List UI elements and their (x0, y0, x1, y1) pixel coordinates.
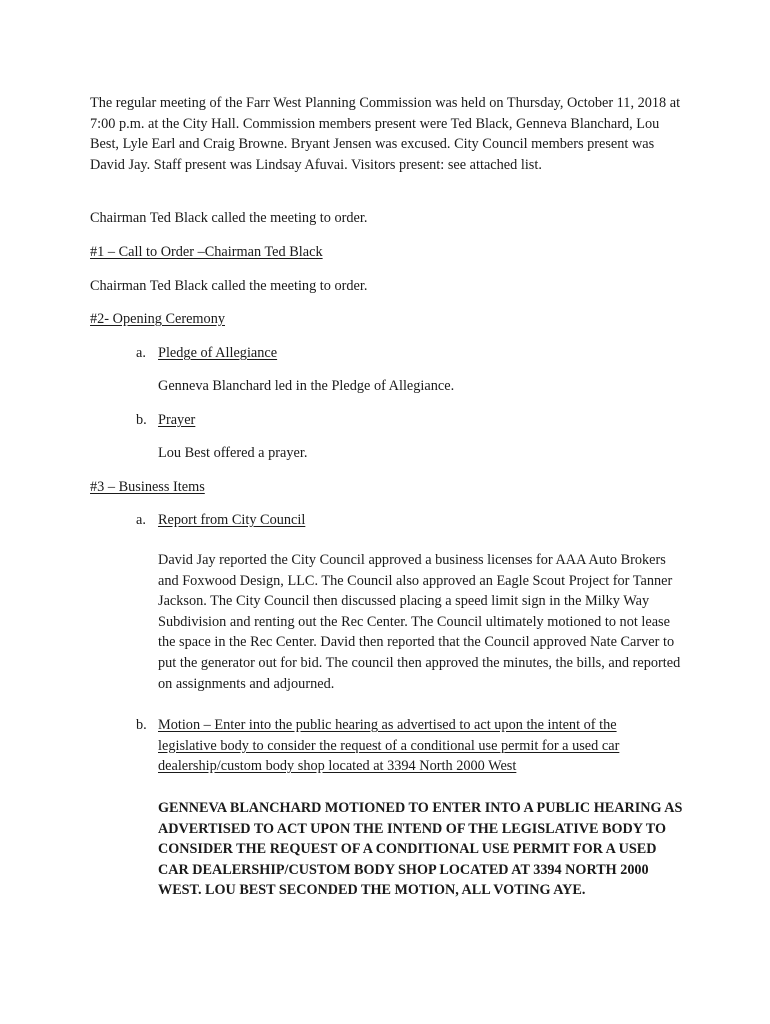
item3-b-marker: b. (136, 717, 147, 733)
intro-paragraph: The regular meeting of the Farr West Planning Commission was held on Thursday, October 11, 2018 at 7:00 p.m. at the City Hall. Commission members present were Ted Black, Genneva Blanchard, Lou Best, Lyle Earl and Craig Browne. Bryant Jensen was excused. City Council members present was David Jay. Staff present was Lindsay Afuvai. Visitors present: see attached list. (90, 95, 681, 173)
item3-b-motion: GENNEVA BLANCHARD MOTIONED TO ENTER INTO A PUBLIC HEARING AS ADVERTISED TO ACT UPON THE INTEND OF THE LEGISLATIVE BODY TO CONSIDER THE REQUEST OF A CONDITIONAL USE PERMIT FOR A USED CAR DEALERSHIP/CUSTOM BODY SHOP LOCATED AT 3394 NORTH 2000 WEST. LOU BEST SECONDED THE MOTION, ALL VOTING AYE. (158, 800, 683, 899)
item2-b-text: Lou Best offered a prayer. (158, 445, 308, 461)
item3-a-text: David Jay reported the City Council approved a business licenses for AAA Auto Brokers and Foxwood Design, LLC. The Council also approved an Eagle Scout Project for Tanner Jackson. The City Council then discussed placing a speed limit sign in the Milky Way Subdivision and renting out the Rec Center. The Council ultimately motioned to not lease the space in the Rec Center. David then reported that the Council approved Nate Carver to put the generator out for bid. The council then approved the minutes, the bills, and reported on assignments and adjourned. (158, 552, 681, 692)
item2-a-marker: a. (136, 345, 146, 361)
call-to-order-note: Chairman Ted Black called the meeting to order. (90, 210, 368, 226)
item2-a-text: Genneva Blanchard led in the Pledge of Allegiance. (158, 378, 455, 394)
item1-heading: #1 – Call to Order –Chairman Ted Black (90, 244, 323, 260)
item2-b-title: Prayer (158, 412, 196, 428)
item3-a-marker: a. (136, 512, 146, 528)
item2-heading: #2- Opening Ceremony (90, 311, 225, 327)
item2-a-title: Pledge of Allegiance (158, 345, 278, 361)
item3-heading: #3 – Business Items (90, 479, 205, 495)
item2-b-marker: b. (136, 412, 147, 428)
item3-b-title: Motion – Enter into the public hearing as advertised to act upon the intent of the legislative body to consider the request of a conditional use permit for a used car dealership/custom body shop located at 3394 North 2000 West (158, 717, 620, 775)
item3-a-title: Report from City Council (158, 512, 306, 528)
item1-text: Chairman Ted Black called the meeting to order. (90, 278, 368, 294)
